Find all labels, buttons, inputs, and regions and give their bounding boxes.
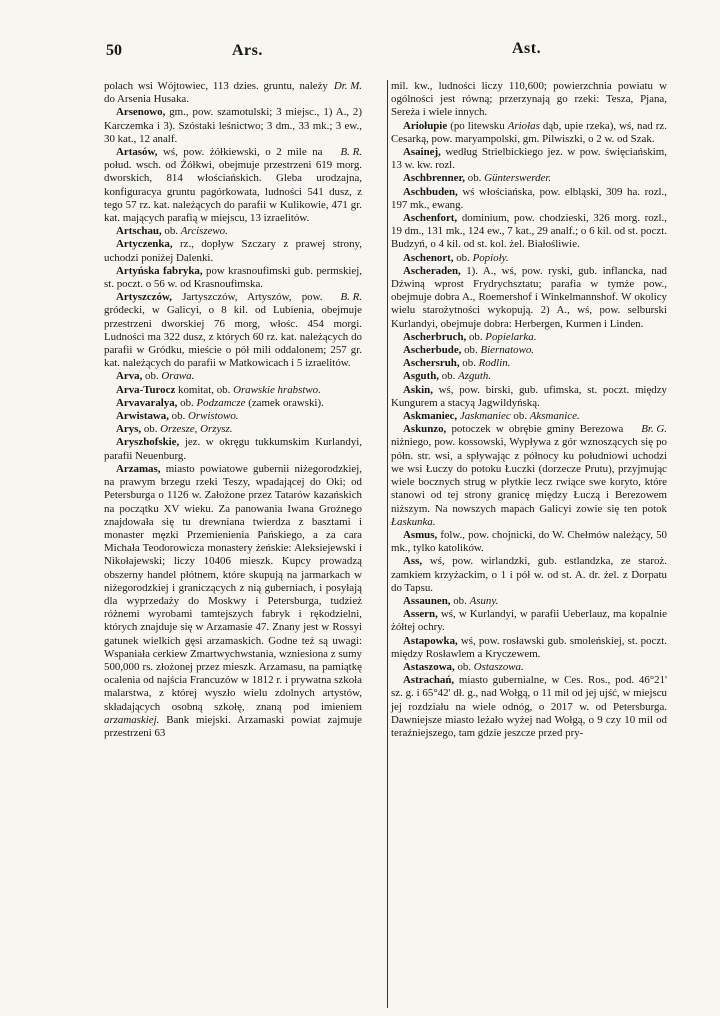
entry-text: ob.: [450, 594, 470, 607]
entry-text: rz., dopływ Szczary z prawej strony, uchodzi poniżej Dalenki.: [104, 238, 362, 264]
dictionary-entry: [391, 252, 667, 265]
entry-headword: Ass,: [403, 555, 423, 568]
entry-headword: Assern,: [403, 608, 438, 621]
entry-headword: Astapowka,: [403, 634, 458, 647]
entry-text: komitat, ob.: [175, 383, 234, 396]
entry-reference: Łaskunka.: [391, 515, 436, 528]
left-column: [104, 80, 362, 740]
entry-text: wś włościańska, pow. elbląski, 309 ha. rozl., 197 mk., ewang.: [391, 185, 667, 211]
dictionary-entry: [391, 120, 667, 146]
entry-text: ob.: [454, 660, 474, 673]
dictionary-entry: [104, 106, 362, 146]
entry-reference: Rodlin.: [478, 357, 511, 370]
entry-headword: Ascherbruch,: [403, 330, 467, 343]
dictionary-entry: [391, 357, 667, 370]
entry-text-tail: dąb, upie rzeka), wś, nad rz. Cesarką, pow. maryampolski, gm. Pilwiszki, o 2 w. od Szak.: [391, 119, 667, 145]
entry-headword: Arvavaralya,: [116, 396, 178, 409]
entry-signature: B. R.: [340, 146, 362, 159]
dictionary-entry: [391, 529, 667, 555]
entry-reference: Orwistowo.: [188, 410, 239, 423]
entry-text: ob.: [466, 330, 486, 343]
entry-headword: Arsenowo,: [116, 106, 166, 119]
entry-text: 1). A., wś, pow. ryski, gub. inflancka, nad Dźwiną wprost Frydrychsztatu; parafia w tymże pow., obejmuje dobra A., Roemershof i Winkelmannshof. W okolicy wielu starożytności wykopują. 2): [391, 264, 667, 317]
dictionary-entry: [104, 291, 362, 370]
entry-signature: B. R.: [340, 291, 362, 304]
entry-headword: Arys,: [116, 423, 142, 436]
entry-text: Jartyszczów, Artyszów, pow. gródecki, w Galicyi, o 8 kil. od Lubienia, obejmuje przestrzeni dworskiej 76 morg, włośc. 454 morgi. Ludności ma 322 dusz, z których 60 rz. kat. należących do parafii w Gródku, mieście o pół mili oddalonem; 257 gr. kat. należących do parafii w Matkowicach i 5 izraelitów.: [104, 291, 362, 370]
entry-signature: Br. G.: [641, 423, 667, 436]
entry-text: ob.: [439, 370, 459, 383]
entry-text: gm., pow. szamotulski; 3 miejsc., 1) A., 2) Karczemka i 3). Szóstaki leśnictwo; 3 dm., 33 mk.; 3 ew., 30 kat., 12 analf.: [104, 106, 362, 145]
entry-reference: Biernatowo.: [480, 344, 534, 357]
entry-headword: Ascheraden,: [403, 264, 461, 277]
entry-text-tail: ob.: [510, 410, 530, 423]
dictionary-entry: [391, 265, 667, 331]
entry-headword: Arva,: [116, 370, 143, 383]
entry-headword: Artyczenka,: [116, 238, 173, 251]
entry-text: jez. w okręgu tukkumskim Kurlandyi, parafii Neuenburg.: [104, 436, 362, 462]
column-divider: [387, 80, 388, 1008]
entry-headword: Askunzo,: [403, 423, 447, 436]
entry-reference: Podzamcze: [196, 396, 246, 409]
dictionary-entry: [104, 463, 362, 740]
entry-headword: Aschenort,: [403, 251, 454, 264]
page-number: 50: [106, 42, 122, 59]
entry-text: ob.: [142, 370, 162, 383]
right-column: [391, 80, 667, 740]
entry-text-tail: A., wś, pow. selburski Kurlandyi, obejmuje dobra: Herbergen, Kurmen i Linden.: [391, 304, 667, 330]
right-running-head: Ast.: [512, 40, 542, 57]
dictionary-entry: [391, 212, 667, 252]
entry-text: ob.: [459, 357, 479, 370]
dictionary-entry: [391, 344, 667, 357]
dictionary-entry: [391, 410, 667, 423]
dictionary-entry: [104, 436, 362, 462]
entry-reference: Orawa.: [161, 370, 195, 383]
entry-reference: Ostaszowa.: [473, 660, 524, 673]
entry-text: pow krasnoufimski gub. permskiej, st. poczt. o 56 w. od Krasnoufimska.: [104, 264, 362, 291]
entry-headword: Aryszhofskie,: [116, 436, 180, 449]
dictionary-entry: [391, 186, 667, 212]
dictionary-entry: [104, 370, 362, 383]
entry-reference: arzamaskiej.: [104, 713, 160, 726]
entry-headword: Arwistawa,: [116, 410, 169, 423]
entry-headword: Astaszowa,: [403, 660, 455, 673]
entry-reference: Asuny.: [469, 594, 499, 607]
dictionary-entry: [104, 225, 362, 238]
entry-headword: Askmaniec,: [403, 410, 458, 423]
entry-headword: Arva-Turocz: [116, 383, 176, 396]
left-running-head: Ars.: [232, 42, 263, 59]
entry-text: ob.: [465, 172, 485, 185]
entry-text: mil. kw., ludności liczy 110,600; powierzchnia powiatu w ogólności jest równą; przerzynają go rzeki: Tesza, Pjana, Sereża i wiele innych.: [391, 80, 667, 119]
entry-headword: Arzamas,: [116, 462, 161, 475]
dictionary-entry: [391, 146, 667, 172]
dictionary-entry: [391, 595, 667, 608]
dictionary-entry: [104, 238, 362, 264]
entry-text: ob.: [177, 396, 197, 409]
entry-reference: Ariołas: [507, 119, 540, 132]
entry-headword: Aschenfort,: [403, 212, 458, 225]
entry-headword: Artyszczów,: [116, 291, 172, 304]
entry-reference: Orzesze, Orzysz.: [160, 423, 233, 436]
entry-headword: Ariołupie: [403, 119, 448, 132]
entry-text: ob.: [168, 410, 188, 423]
entry-headword: Artschau,: [116, 225, 162, 238]
dictionary-entry: [391, 423, 667, 529]
entry-text: wś, pow. żółkiewski, o 2 mile na połud. wsch. od Żółkwi, obejmuje przestrzeni 619 morg. dworskich, 814 włościańskich. Gleba urodzajna, konfiguracya gruntu pagórkowata, ludności 541 dusz, z tego 57 rz. kat. należących do parafii w Kulikowie, 471 gr. kat. mających parafią w miejscu, 13 izraelitów.: [104, 146, 362, 225]
entry-text: ob.: [141, 423, 161, 436]
dictionary-entry: [391, 608, 667, 634]
entry-headword: Asainej,: [403, 146, 441, 159]
dictionary-entry: [104, 410, 362, 423]
entry-text: wś, pow. wirlandzki, gub. estlandzka, ze staroż. zamkiem krzyżackim, o 1 i pół w. od st. A. dr. żel. z Dorpatu do Tapsu.: [391, 555, 667, 594]
entry-text: ob.: [453, 251, 473, 264]
dictionary-entry: [391, 172, 667, 185]
dictionary-entry: [391, 555, 667, 595]
dictionary-entry: [104, 80, 362, 106]
entry-headword: Asmus,: [403, 528, 438, 541]
dictionary-entry: [391, 331, 667, 344]
entry-headword: Artasów,: [116, 146, 158, 159]
dictionary-entry: [104, 423, 362, 436]
dictionary-entry: [391, 370, 667, 383]
dictionary-entry: [391, 635, 667, 661]
entry-text: według Strielbickiego jez. w pow. święciańskim, 13 w. kw. rozl.: [391, 146, 667, 172]
entry-headword: Astrachań,: [403, 674, 455, 687]
entry-text: wś, w Kurlandyi, w parafii Ueberlauz, ma kopalnie żółtej ochry.: [391, 608, 667, 634]
dictionary-entry: [391, 674, 667, 740]
entry-text: wś, pow. birski, gub. ufimska, st. poczt. między Kungurem a stacyą Jagwildyńską.: [391, 383, 667, 409]
dictionary-entry: [104, 384, 362, 397]
entry-reference: Jaskmaniec: [459, 410, 511, 423]
entry-text: folw., pow. chojnicki, do W. Chełmów należący, 50 mk., tylko katolików.: [391, 528, 667, 555]
entry-text: dominium, pow. chodzieski, 326 morg. rozl., 19 dm., 131 mk., 124 ew., 7 kat., 29 analf.; o 6 kil. od st. poczt. Budzyń, o 4 kil. od st. kol. żel. Białośliwie.: [391, 212, 667, 251]
entry-text: miasto powiatowe gubernii niżegorodzkiej, na prawym brzegu rzeki Teszy, wpadającej do Oki; od Petersburga o 1126 w. Założone przez Tatarów kazańskich na początku XV wieku. Za panowania Iwana Groźnego znajdowała się tu drewniana twierdza z basztami i monaster męzki Przemienienia Pańskiego, a za cara Michała Teodorowicza monastery żeńskie: Aleksiejewski i Nikołajewski; liczy 10406 mieszk. Kupcy prowadzą obszerny handel płótnem, które skupują na jarmarkach w niżegorodzkiej i graniczących z nią guberniach, i posyłają dla wyprzedaży do Moskwy i Petersburga, tudzież różnemi wyrobami tamtejszych fabryk i rękodzielni, których znajduje się w Arzamasie 47. Znany jest w Rossyi gatunek wielkich gęsi arzamaskich. Godne też są uwagi: Wspaniała cerkiew Zmartwychwstania, wzniesiona z sumy 500,000 rs. złożonej przez mieszk. Arzamasu, na pamiątkę ocalenia od najścia Francuzów w 1812 r. i prywatna szkoła malarstwa, z której wyszło wielu zdolnych artystów, składających osobną szkołę, znaną pod imieniem: [104, 462, 362, 713]
entry-headword: Askin,: [403, 383, 433, 396]
dictionary-entry: [104, 265, 362, 291]
dictionary-entry: [104, 146, 362, 225]
entry-text: ob.: [161, 225, 181, 238]
entry-reference: Popielarka.: [485, 330, 537, 343]
entry-text: (po litewsku: [447, 119, 508, 132]
dictionary-entry: [391, 384, 667, 410]
entry-text: polach wsi Wójtowiec, 113 dzies. gruntu, należy do Arsenia Husaka.: [104, 80, 328, 106]
entry-reference-2: Aksmanice.: [529, 410, 580, 423]
dictionary-entry: [391, 80, 667, 120]
entry-headword: Ascherbude,: [403, 344, 462, 357]
entry-headword: Assaunen,: [403, 594, 451, 607]
entry-text: miasto gubernialne, w Ces. Ros., pod. 46°21' sz. g. i 65°42' dł. g., nad Wołgą, o 11 mil od jej ujść, w miejscu jej rozdziału na wiele odnóg, o 2017 w. od Petersburga. Dawniejsze miasto leżało wyżej nad Wołgą, o 9 czy 10 mil od teraźniejszego, tam gdzie jeszcze przed pry-: [391, 674, 667, 739]
entry-text: wś, pow. rosławski gub. smoleńskiej, st. poczt. między Rosławlem a Kryczewem.: [391, 634, 667, 660]
dictionary-entry: [104, 397, 362, 410]
entry-headword: Artyńska fabryka,: [116, 264, 203, 277]
entry-text: ob.: [461, 344, 481, 357]
entry-headword: Aschersruh,: [403, 357, 460, 370]
entry-reference: Günterswerder.: [484, 172, 552, 185]
entry-text: potoczek w obrębie gminy Berezowa niżniego, pow. kossowski, Wypływa z gór wznoszących się po półn. str. wsi, a spływając z północy ku południowi uchodzi we wsi Łuczy do potoku Łuczki (dorzecze Prutu), przyjmując wiele bocznych strug w płytkie lecz rwiące swe koryto, które stanowi od tej strony granicę między Łuczą i Berezowem niższym. Na nowszych mapach Galicyi zowie się ten potok: [391, 423, 667, 515]
entry-headword: Asguth,: [403, 370, 440, 383]
entry-reference: Orawskie hrabstwo.: [233, 383, 321, 396]
dictionary-entry: [391, 661, 667, 674]
entry-headword: Aschbrenner,: [403, 172, 466, 185]
entry-headword: Aschbuden,: [403, 185, 458, 198]
entry-text-tail: Bank miejski. Arzamaski powiat zajmuje przestrzeni 63: [104, 713, 362, 739]
entry-reference: Arciszewo.: [180, 225, 228, 238]
entry-reference: Azguth.: [458, 370, 492, 383]
entry-reference: Popioły.: [472, 251, 509, 264]
entry-signature: Dr. M.: [333, 80, 362, 92]
entry-text-tail: (zamek orawski).: [245, 396, 324, 409]
